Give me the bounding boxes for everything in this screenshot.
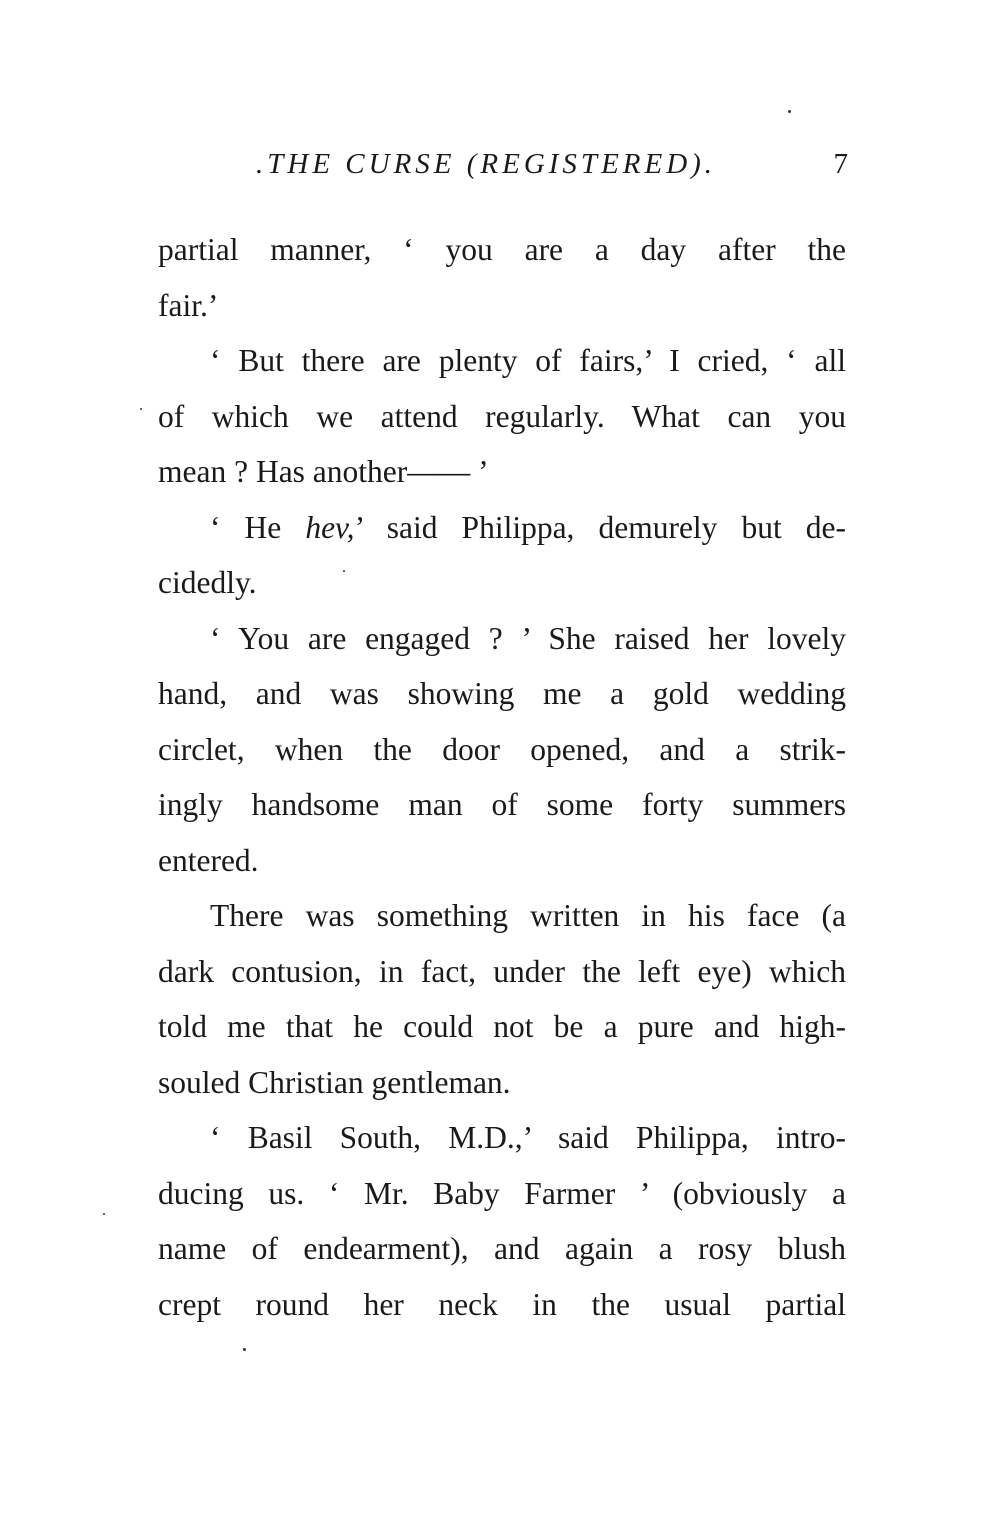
body-text: [158, 222, 846, 1332]
text-line: crept round her neck in the usual partial: [158, 1286, 846, 1322]
text-line: hand, and was showing me a gold wedding: [158, 676, 846, 711]
italic-word: hev,: [305, 509, 355, 545]
text-line: [158, 500, 846, 556]
text-line: told me that he could not be a pure and high-: [158, 1009, 846, 1044]
print-speck: [343, 570, 345, 572]
text-run: ‘ He: [210, 509, 306, 545]
running-title: .THE CURSE (REGISTERED).: [256, 148, 717, 180]
text-line: mean ? Has another—— ’: [158, 454, 489, 489]
text-line: ducing us. ‘ Mr. Baby Farmer ’ (obviously a: [158, 1175, 846, 1211]
text-line: circlet, when the door opened, and a strik-: [158, 731, 846, 767]
text-line: entered.: [158, 842, 259, 878]
print-speck: [140, 408, 142, 410]
text-line: cidedly.: [158, 565, 257, 600]
print-speck: [243, 1348, 246, 1351]
text-line: There was something written in his face (a: [210, 898, 846, 933]
print-speck: [103, 1213, 105, 1215]
text-line: dark contusion, in fact, under the left eye) which: [158, 953, 846, 989]
text-line: name of endearment), and again a rosy blush: [158, 1231, 846, 1266]
page-number: 7: [833, 148, 848, 180]
text-line: ‘ Basil South, M.D.,’ said Philippa, intro-: [210, 1120, 846, 1155]
text-line: souled Christian gentleman.: [158, 1064, 511, 1100]
text-run: ’ said Philippa, demurely but de-: [354, 509, 846, 545]
text-line: of which we attend regularly. What can you: [158, 398, 846, 434]
text-line: fair.’: [158, 287, 219, 323]
text-line: ingly handsome man of some forty summers: [158, 787, 846, 822]
text-line: partial manner, ‘ you are a day after the: [158, 232, 846, 267]
text-line: ‘ But there are plenty of fairs,’ I cried, ‘ all: [210, 343, 846, 378]
text-line: ‘ You are engaged ? ’ She raised her lovely: [210, 620, 846, 656]
print-speck: [788, 110, 791, 113]
running-head: [158, 148, 848, 192]
